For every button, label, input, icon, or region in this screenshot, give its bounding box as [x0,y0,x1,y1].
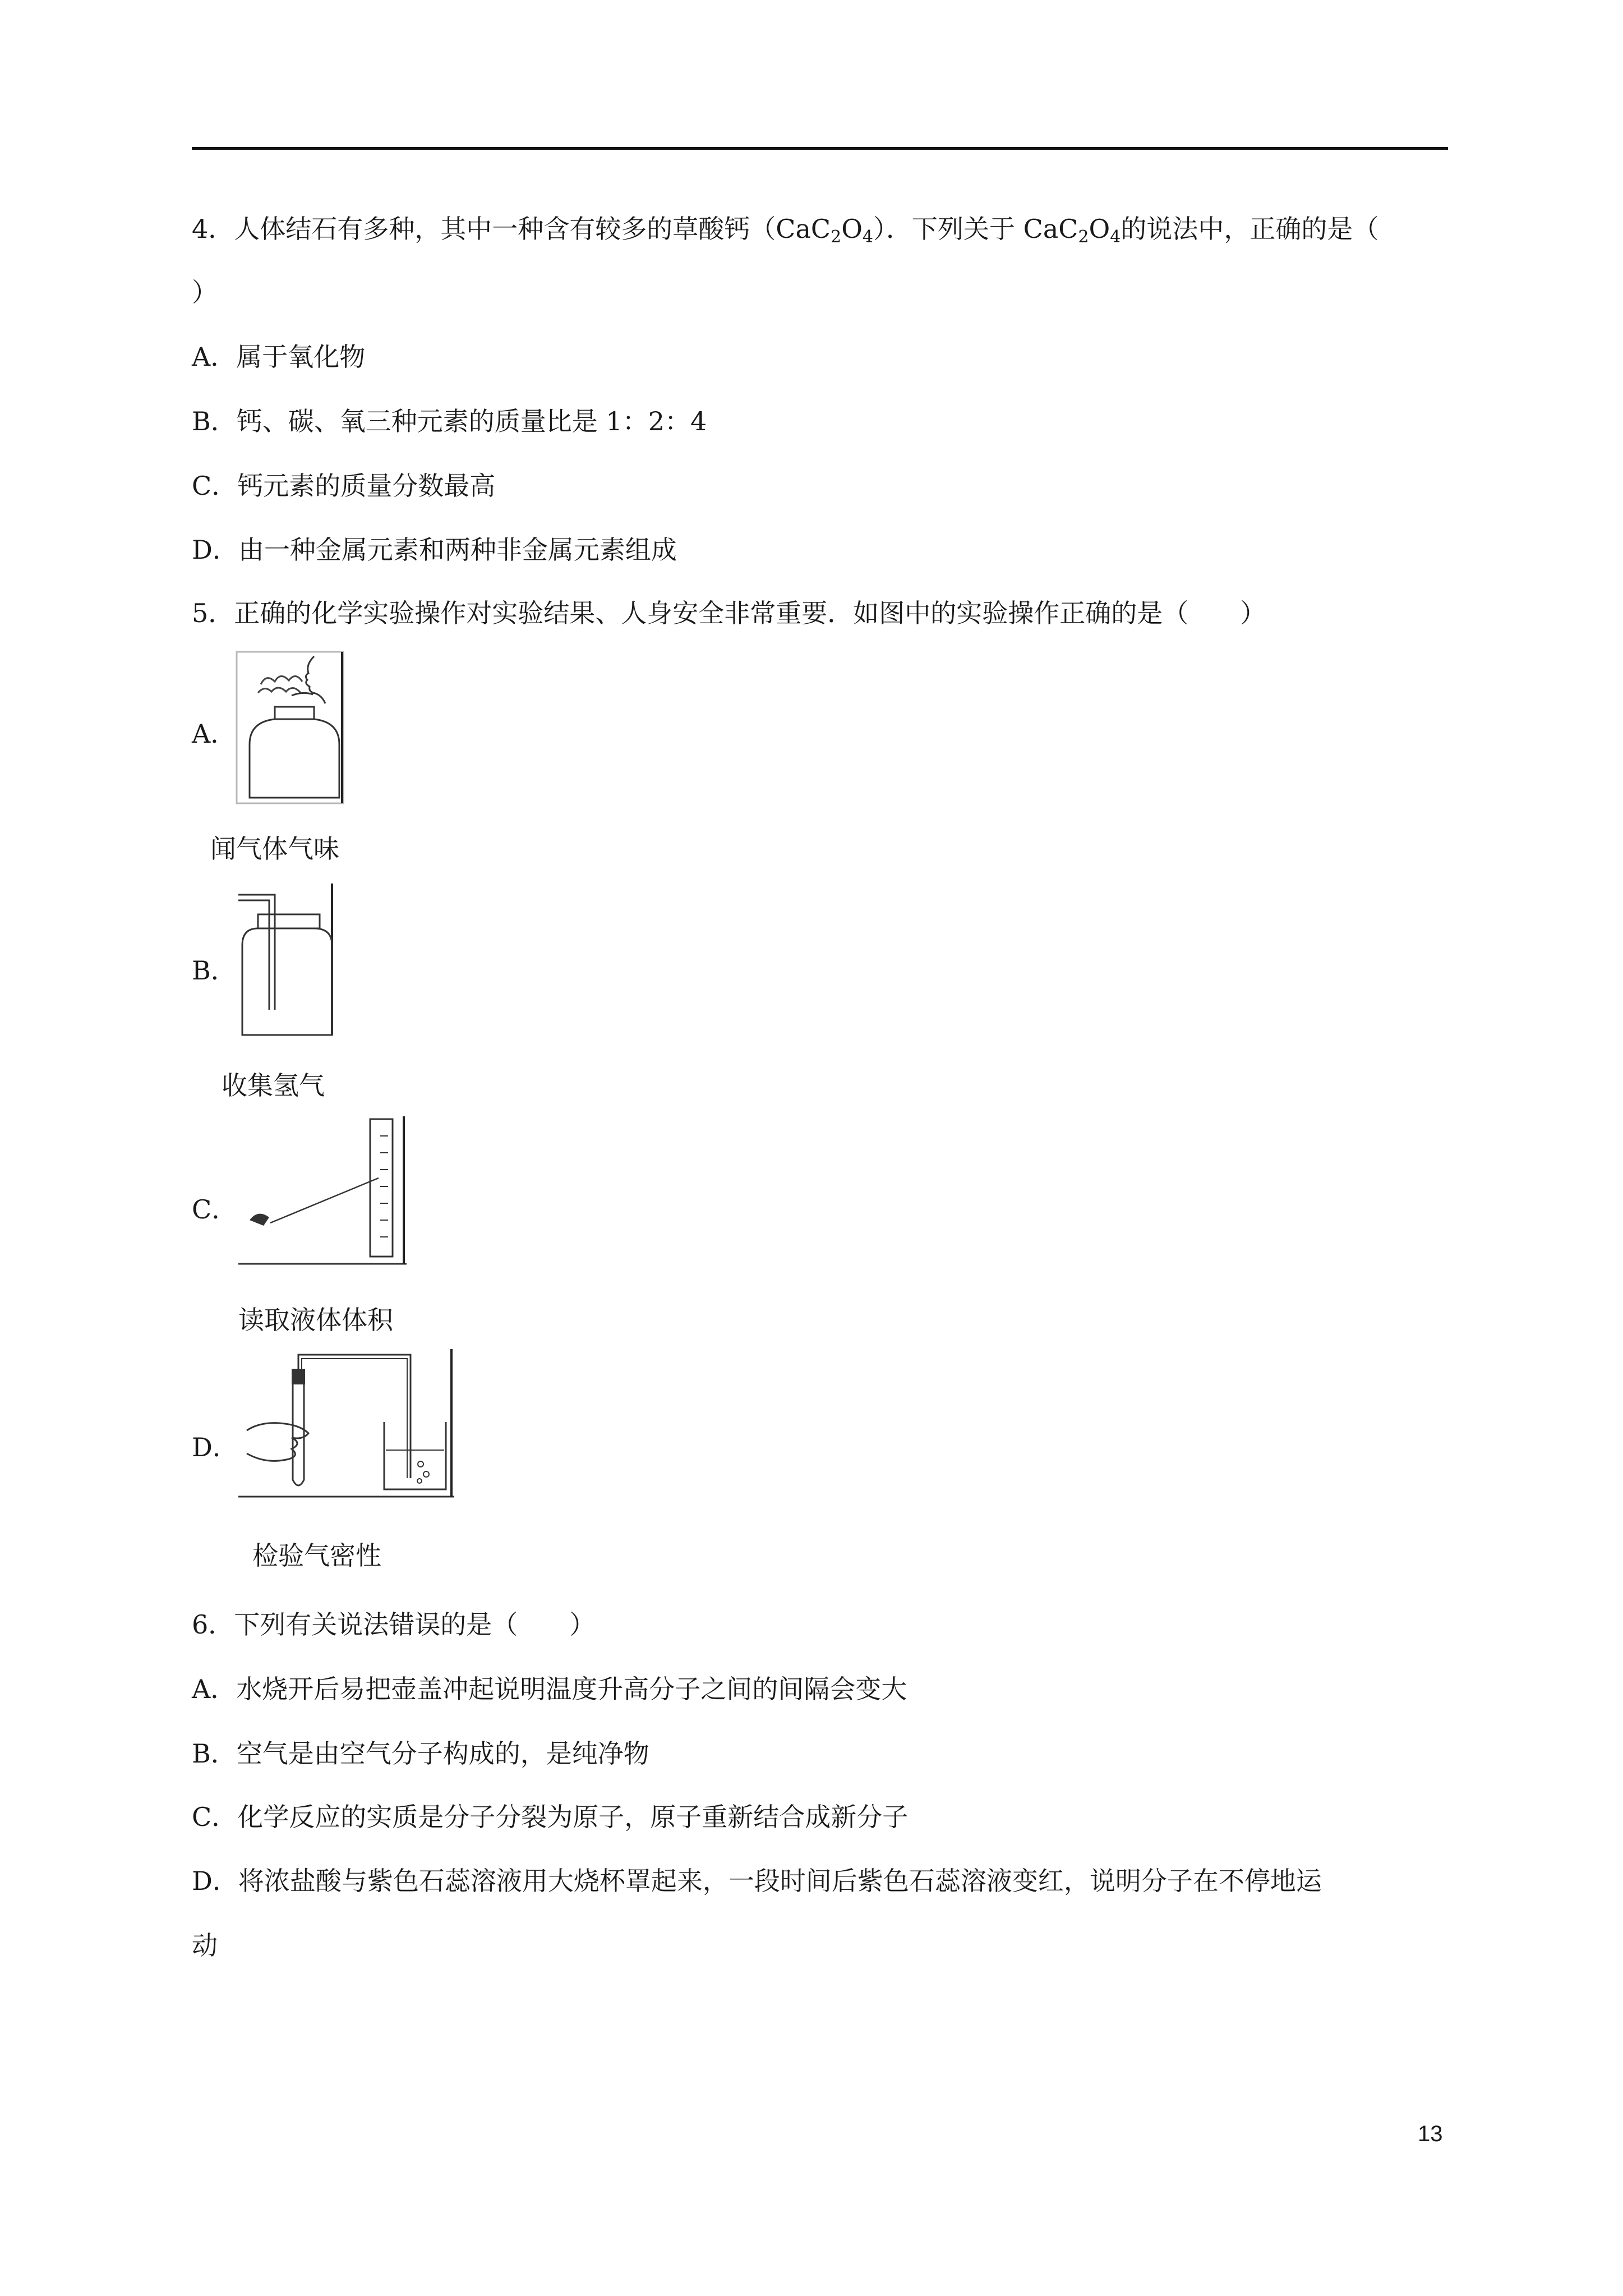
smell-gas-figure [236,645,345,805]
q4-stem-close: ） [192,277,218,307]
q5-option-c-caption: 读取液体体积 [238,1305,393,1335]
q5-option-a-letter: A． [192,719,237,749]
q5-option-d-letter: D． [192,1432,238,1462]
q6-option-d-continued: 动 [192,1930,218,1961]
check-airtightness-figure [236,1346,457,1498]
q5-option-d-caption: 检验气密性 [252,1540,381,1571]
q6-option-a: A．水烧开后易把壶盖冲起说明温度升高分子之间的间隔会变大 [192,1674,907,1704]
q4-option-b: B．钙、碳、氧三种元素的质量比是 1：2：4 [192,406,707,436]
q5-stem: 5．正确的化学实验操作对实验结果、人身安全非常重要．如图中的实验操作正确的是（ ） [192,598,1266,628]
q5-option-c-letter: C． [192,1194,238,1225]
q6-option-d: D．将浓盐酸与紫色石蕊溶液用大烧杯罩起来，一段时间后紫色石蕊溶液变红，说明分子在不停地运 [192,1866,1322,1896]
q4-option-c: C．钙元素的质量分数最高 [192,471,496,501]
page-number: 13 [1418,2122,1443,2146]
read-volume-figure [236,1114,409,1265]
q5-option-b-caption: 收集氢气 [222,1070,325,1101]
header-rule [192,147,1448,150]
q5-option-b-letter: B． [192,955,237,986]
q6-option-b: B．空气是由空气分子构成的，是纯净物 [192,1738,649,1769]
q4-stem: 4．人体结石有多种，其中一种含有较多的草酸钙$(CaC_2O_4)$．下列关于 $CaC_2O_4$的说法中，正确的是（ [192,214,1379,247]
q6-stem: 6．下列有关说法错误的是（ ） [192,1609,596,1640]
collect-hydrogen-figure [236,881,336,1038]
q5-option-a-caption: 闻气体气味 [210,834,339,864]
q6-option-c: C．化学反应的实质是分子分裂为原子，原子重新结合成新分子 [192,1802,909,1832]
q4-option-d: D．由一种金属元素和两种非金属元素组成 [192,535,677,565]
q4-option-a: A．属于氧化物 [192,342,366,372]
